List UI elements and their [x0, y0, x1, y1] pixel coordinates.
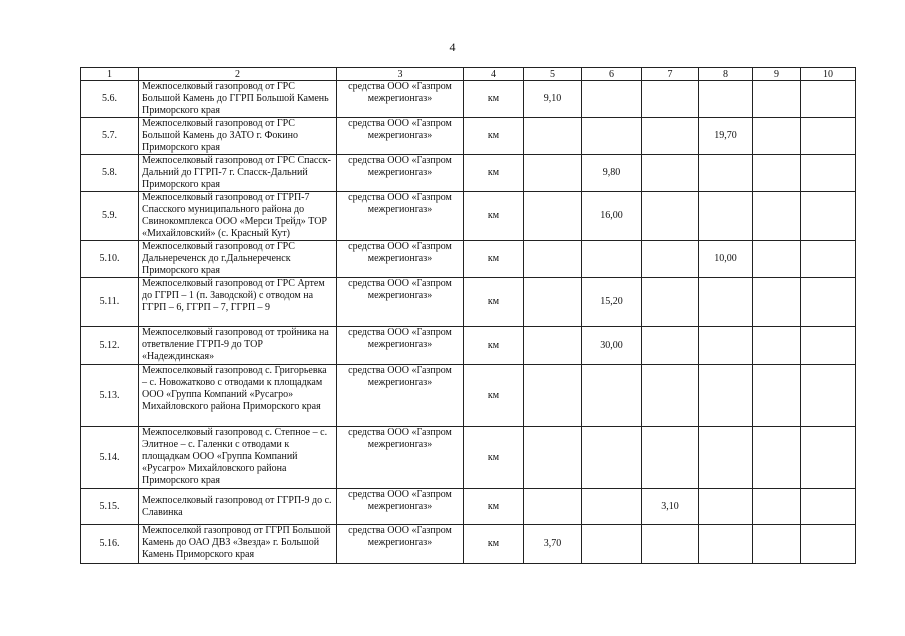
value-cell	[582, 81, 642, 118]
value-cell	[524, 278, 582, 327]
value-cell	[642, 278, 699, 327]
row-number: 5.15.	[81, 489, 139, 525]
value-cell	[801, 525, 856, 564]
funding-source: средства ООО «Газпром межрегионгаз»	[337, 192, 464, 241]
value-cell	[753, 278, 801, 327]
value-cell	[699, 525, 753, 564]
value-cell	[801, 118, 856, 155]
column-header: 4	[464, 68, 524, 81]
funding-source: средства ООО «Газпром межрегионгаз»	[337, 81, 464, 118]
value-cell: 19,70	[699, 118, 753, 155]
value-cell	[801, 192, 856, 241]
value-cell	[582, 365, 642, 427]
row-number: 5.11.	[81, 278, 139, 327]
value-cell	[753, 525, 801, 564]
value-cell	[642, 327, 699, 365]
value-cell	[642, 81, 699, 118]
funding-source: средства ООО «Газпром межрегионгаз»	[337, 118, 464, 155]
value-cell	[642, 427, 699, 489]
pipeline-table	[80, 67, 856, 564]
value-cell	[524, 192, 582, 241]
value-cell	[801, 81, 856, 118]
page-number: 4	[449, 40, 456, 54]
pipeline-name: Межпоселкой газопровод от ГГРП Большой Камень до ОАО ДВЗ «Звезда» г. Большой Камень Приморского края	[139, 525, 337, 564]
row-number: 5.16.	[81, 525, 139, 564]
value-cell: 9,10	[524, 81, 582, 118]
row-number: 5.12.	[81, 327, 139, 365]
value-cell: 9,80	[582, 155, 642, 192]
column-header: 6	[582, 68, 642, 81]
column-header: 3	[337, 68, 464, 81]
value-cell	[801, 278, 856, 327]
table-row	[81, 155, 856, 192]
value-cell	[801, 241, 856, 278]
table-row	[81, 427, 856, 489]
unit-cell: км	[464, 427, 524, 489]
unit-cell: км	[464, 118, 524, 155]
value-cell	[801, 489, 856, 525]
pipeline-name: Межпоселковый газопровод от ГРС Спасск-Дальний до ГГРП-7 г. Спасск-Дальний Приморского края	[139, 155, 337, 192]
table-row	[81, 365, 856, 427]
unit-cell: км	[464, 192, 524, 241]
value-cell	[582, 427, 642, 489]
table-row	[81, 81, 856, 118]
pipeline-name: Межпоселковый газопровод от ГРС Дальнереченск до г.Дальнереченск Приморского края	[139, 241, 337, 278]
column-header: 10	[801, 68, 856, 81]
funding-source: средства ООО «Газпром межрегионгаз»	[337, 427, 464, 489]
value-cell: 3,70	[524, 525, 582, 564]
pipeline-name: Межпоселковый газопровод от ГГРП-9 до с. Славинка	[139, 489, 337, 525]
table-row	[81, 278, 856, 327]
column-header: 5	[524, 68, 582, 81]
value-cell	[699, 192, 753, 241]
row-number: 5.7.	[81, 118, 139, 155]
table-row	[81, 489, 856, 525]
value-cell	[753, 81, 801, 118]
value-cell	[753, 241, 801, 278]
value-cell	[582, 241, 642, 278]
value-cell	[642, 525, 699, 564]
unit-cell: км	[464, 365, 524, 427]
unit-cell: км	[464, 489, 524, 525]
value-cell	[753, 327, 801, 365]
value-cell	[801, 365, 856, 427]
value-cell	[699, 278, 753, 327]
unit-cell: км	[464, 155, 524, 192]
unit-cell: км	[464, 81, 524, 118]
row-number: 5.6.	[81, 81, 139, 118]
value-cell	[753, 427, 801, 489]
funding-source: средства ООО «Газпром межрегионгаз»	[337, 489, 464, 525]
unit-cell: км	[464, 525, 524, 564]
table-row	[81, 192, 856, 241]
pipeline-name: Межпоселковый газопровод от ГГРП-7 Спасского муниципального района до Свинокомплекса ООО «Мерси Трейд» ТОР «Михайловский» (с. Красный Кут)	[139, 192, 337, 241]
table-row	[81, 327, 856, 365]
value-cell	[699, 489, 753, 525]
row-number: 5.8.	[81, 155, 139, 192]
value-cell	[524, 489, 582, 525]
column-header: 9	[753, 68, 801, 81]
pipeline-name: Межпоселковый газопровод с. Григорьевка – с. Новожатково с отводами к площадкам ООО «Группа Компаний «Русагро» Михайловского района Приморского края	[139, 365, 337, 427]
pipeline-name: Межпоселковый газопровод от ГРС Артем до ГГРП – 1 (п. Заводской) с отводом на ГГРП – 6, ГГРП – 7, ГГРП – 9	[139, 278, 337, 327]
value-cell: 3,10	[642, 489, 699, 525]
value-cell: 10,00	[699, 241, 753, 278]
table-header-row	[81, 68, 856, 81]
value-cell	[582, 525, 642, 564]
column-header: 8	[699, 68, 753, 81]
funding-source: средства ООО «Газпром межрегионгаз»	[337, 525, 464, 564]
value-cell	[753, 192, 801, 241]
row-number: 5.13.	[81, 365, 139, 427]
value-cell	[801, 327, 856, 365]
value-cell	[699, 81, 753, 118]
value-cell	[642, 118, 699, 155]
value-cell	[699, 327, 753, 365]
table-row	[81, 241, 856, 278]
row-number: 5.10.	[81, 241, 139, 278]
value-cell	[642, 365, 699, 427]
value-cell	[524, 155, 582, 192]
column-header: 2	[139, 68, 337, 81]
value-cell	[524, 118, 582, 155]
unit-cell: км	[464, 327, 524, 365]
value-cell	[582, 489, 642, 525]
value-cell	[524, 327, 582, 365]
pipeline-name: Межпоселковый газопровод от ГРС Большой Камень до ЗАТО г. Фокино Приморского края	[139, 118, 337, 155]
unit-cell: км	[464, 278, 524, 327]
value-cell	[642, 192, 699, 241]
pipeline-name: Межпоселковый газопровод от тройника на ответвление ГГРП-9 до ТОР «Надеждинская»	[139, 327, 337, 365]
value-cell	[699, 427, 753, 489]
funding-source: средства ООО «Газпром межрегионгаз»	[337, 365, 464, 427]
unit-cell: км	[464, 241, 524, 278]
value-cell	[801, 155, 856, 192]
value-cell: 15,20	[582, 278, 642, 327]
value-cell	[753, 489, 801, 525]
value-cell	[582, 118, 642, 155]
value-cell	[642, 241, 699, 278]
column-header: 7	[642, 68, 699, 81]
funding-source: средства ООО «Газпром межрегионгаз»	[337, 327, 464, 365]
value-cell	[699, 365, 753, 427]
value-cell: 16,00	[582, 192, 642, 241]
column-header: 1	[81, 68, 139, 81]
value-cell: 30,00	[582, 327, 642, 365]
row-number: 5.14.	[81, 427, 139, 489]
value-cell	[524, 365, 582, 427]
funding-source: средства ООО «Газпром межрегионгаз»	[337, 241, 464, 278]
pipeline-name: Межпоселковый газопровод от ГРС Большой Камень до ГГРП Большой Камень Приморского края	[139, 81, 337, 118]
value-cell	[801, 427, 856, 489]
value-cell	[699, 155, 753, 192]
table-row	[81, 118, 856, 155]
value-cell	[524, 427, 582, 489]
value-cell	[642, 155, 699, 192]
row-number: 5.9.	[81, 192, 139, 241]
value-cell	[524, 241, 582, 278]
value-cell	[753, 118, 801, 155]
value-cell	[753, 365, 801, 427]
value-cell	[753, 155, 801, 192]
pipeline-name: Межпоселковый газопровод с. Степное – с. Элитное – с. Галенки с отводами к площадкам ООО «Группа Компаний «Русагро» Михайловского района Приморского края	[139, 427, 337, 489]
funding-source: средства ООО «Газпром межрегионгаз»	[337, 155, 464, 192]
table-row	[81, 525, 856, 564]
funding-source: средства ООО «Газпром межрегионгаз»	[337, 278, 464, 327]
